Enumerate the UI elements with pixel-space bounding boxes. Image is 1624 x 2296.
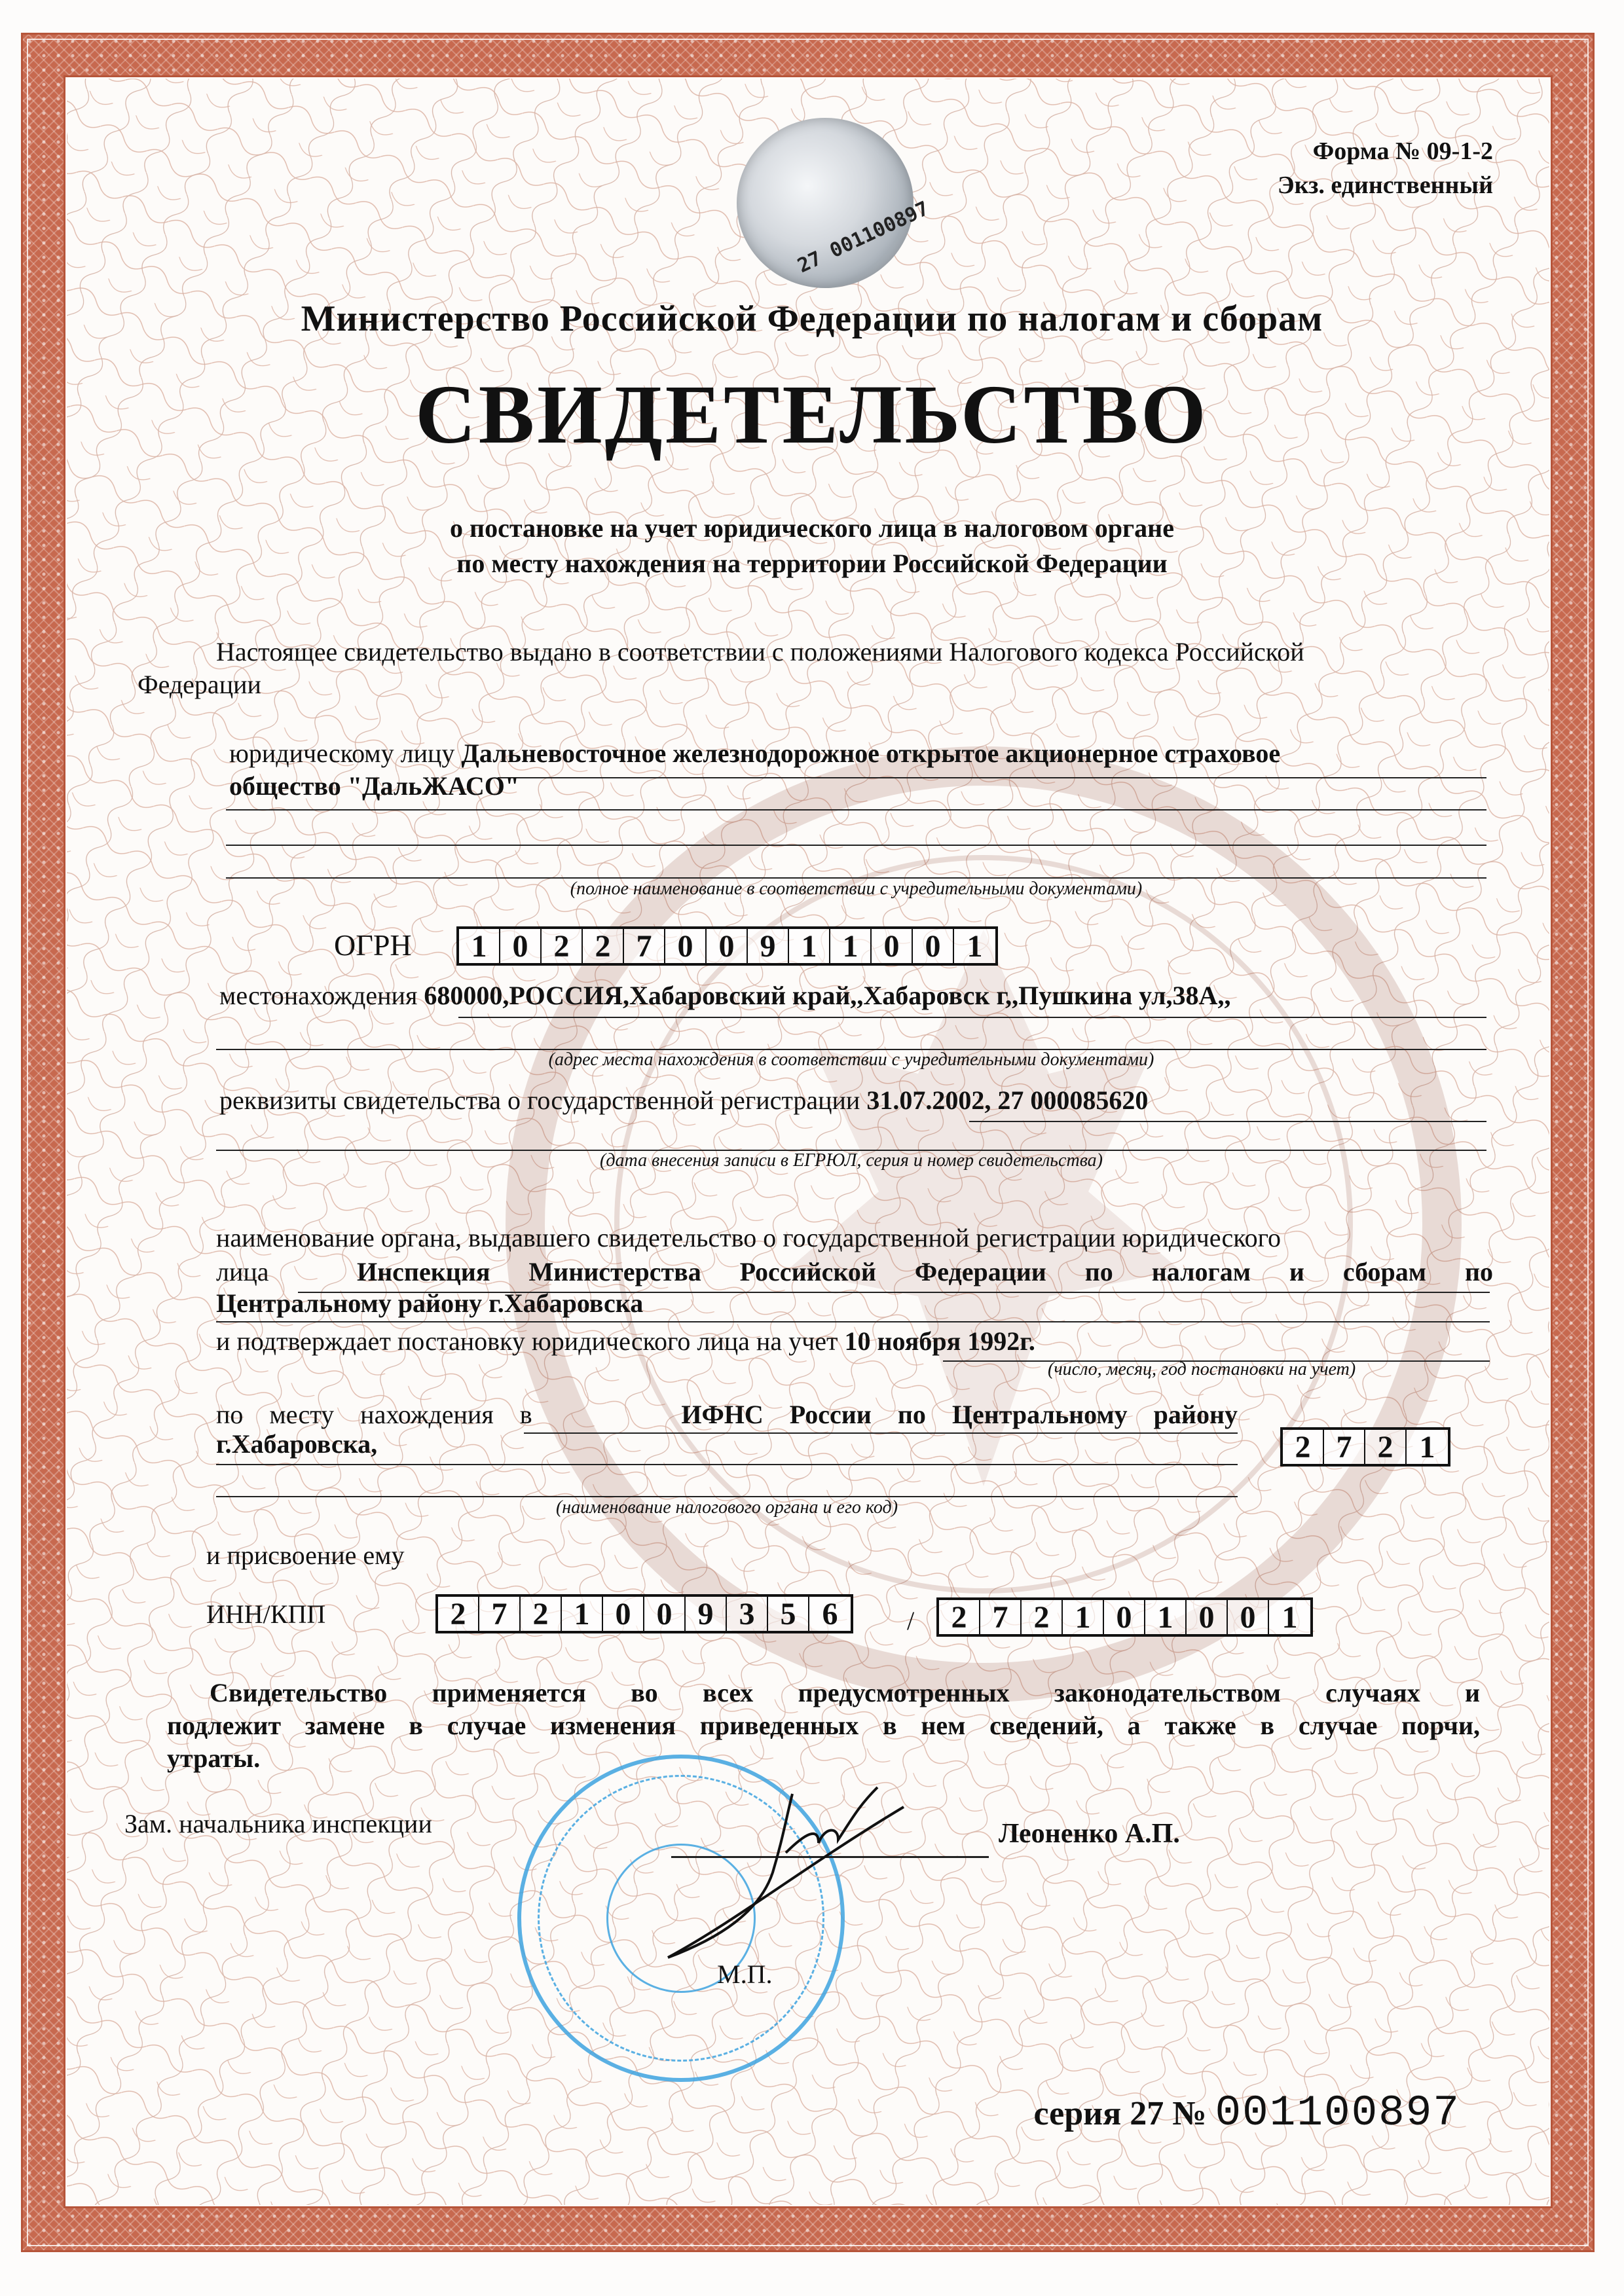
- seal-mark: М.П.: [717, 1959, 773, 1989]
- ministry-name: Министерство Российской Федерации по налогам и сборам: [301, 299, 1323, 339]
- authority-label-line-1: наименование органа, выдавшего свидетельство о государственной регистрации юридического: [216, 1223, 1282, 1252]
- tax-office-value-line-2: г.Хабаровска,: [216, 1429, 378, 1459]
- kpp-digit: 1: [1063, 1600, 1104, 1634]
- reg-date-value: 10 ноября 1992г.: [844, 1326, 1035, 1356]
- ogrn-digit: 0: [707, 929, 748, 963]
- entity-rule-3: [226, 845, 1486, 846]
- tax-office-code: [1280, 1427, 1450, 1467]
- inn-digit: 0: [603, 1597, 644, 1631]
- registration-hint: (дата внесения записи в ЕГРЮЛ, серия и номер свидетельства): [600, 1150, 1103, 1171]
- ogrn-digit: 1: [830, 929, 872, 963]
- document-title: СВИДЕТЕЛЬСТВО: [415, 368, 1209, 461]
- ogrn-digit: 1: [789, 929, 830, 963]
- kpp-digit: 1: [1145, 1600, 1187, 1634]
- tax-office-rule-2: [216, 1464, 1238, 1465]
- kpp-digit: 2: [939, 1600, 980, 1634]
- hologram-serial: 27 001100897: [794, 196, 932, 278]
- signature-icon: [642, 1781, 917, 1971]
- reg-date-field: [216, 1324, 1035, 1358]
- inn-digit: 2: [438, 1597, 479, 1631]
- kpp-digit: 1: [1282, 1600, 1298, 1635]
- subtitle-line-2: по месту нахождения на территории Российской Федерации: [456, 549, 1168, 578]
- reg-date-label: и подтверждает постановку юридического лица на учет: [216, 1326, 838, 1356]
- authority-value-line-1: Инспекция Министерства Российской Федерации по налогам и сборам по: [357, 1257, 1493, 1286]
- certificate-serial: [1033, 2088, 1460, 2138]
- inn-digit: 5: [768, 1597, 809, 1631]
- notice-line-1: Свидетельство применяется во всех предусмотренных законодательством случаях и: [210, 1678, 1480, 1707]
- form-number: Форма № 09-1-2: [1312, 137, 1493, 165]
- ogrn-digits: [456, 926, 998, 966]
- inn-digit: 1: [562, 1597, 603, 1631]
- entity-name-line-1: Дальневосточное железнодорожное открытое акционерное страховое: [461, 738, 1281, 768]
- address-label: местонахождения: [219, 981, 418, 1010]
- ogrn-label: ОГРН: [334, 928, 412, 962]
- form-header: [1278, 134, 1493, 202]
- entity-rule-1: [498, 777, 1486, 778]
- inn-digit: 6: [822, 1597, 838, 1631]
- ogrn-digit: 1: [967, 929, 983, 964]
- tax-office-value-line-1: ИФНС России по Центральному району: [681, 1400, 1238, 1429]
- reg-date-hint: (число, месяц, год постановки на учет): [1048, 1359, 1356, 1379]
- entity-label: юридическому лицу: [229, 738, 455, 768]
- code-digit: 2: [1283, 1430, 1324, 1464]
- ogrn-digit: 0: [913, 929, 954, 963]
- code-digit: 1: [1419, 1430, 1435, 1465]
- entity-hint: (полное наименование в соответствии с учредительными документами): [570, 879, 1143, 899]
- intro-line-1: Настоящее свидетельство выдано в соответствии с положениями Налогового кодекса Российской: [216, 637, 1304, 666]
- registration-field: [219, 1084, 1148, 1118]
- intro-line-2: Федерации: [138, 670, 261, 699]
- kpp-digit: 2: [1022, 1600, 1063, 1634]
- notice-line-2: подлежит замене в случае изменения приведенных в нем сведений, а также в случае порчи,: [167, 1711, 1480, 1740]
- ogrn-digit: 0: [665, 929, 707, 963]
- kpp-digit: 0: [1228, 1600, 1269, 1634]
- ogrn-digit: 0: [500, 929, 542, 963]
- ogrn-digit: 2: [542, 929, 583, 963]
- kpp-digits: [936, 1597, 1313, 1637]
- serial-prefix: серия 27 №: [1033, 2095, 1207, 2132]
- entity-field: [229, 737, 1280, 771]
- subtitle-line-1: о постановке на учет юридического лица в налоговом органе: [450, 513, 1174, 543]
- signatory-position: Зам. начальника инспекции: [124, 1809, 432, 1838]
- copy-note: Экз. единственный: [1277, 172, 1493, 199]
- tax-office-label: по месту нахождения в: [216, 1400, 532, 1429]
- registration-rule-1: [969, 1121, 1486, 1122]
- authority-value-line-2: Центральному району г.Хабаровска: [216, 1288, 644, 1318]
- code-digit: 2: [1365, 1430, 1407, 1464]
- tax-office-hint: (наименование налогового органа и его код): [555, 1497, 898, 1518]
- ogrn-digit: 9: [748, 929, 789, 963]
- registration-value: 31.07.2002, 27 000085620: [866, 1085, 1149, 1115]
- address-field: [219, 979, 1230, 1013]
- serial-number: 001100897: [1215, 2088, 1460, 2138]
- notice-line-3: утраты.: [167, 1743, 261, 1773]
- kpp-digit: 0: [1104, 1600, 1145, 1634]
- ogrn-digit: 0: [872, 929, 913, 963]
- authority-rule-2: [216, 1321, 1490, 1322]
- authority-label-line-2: лица: [216, 1257, 269, 1286]
- kpp-digit: 0: [1187, 1600, 1228, 1634]
- address-rule-1: [458, 1017, 1486, 1018]
- inn-digit: 0: [644, 1597, 686, 1631]
- entity-rule-2: [226, 809, 1486, 811]
- address-hint: (адрес места нахождения в соответствии с учредительными документами): [548, 1049, 1154, 1070]
- inn-kpp-separator: /: [907, 1606, 915, 1635]
- inn-kpp-label: ИНН/КПП: [206, 1599, 326, 1629]
- document-subtitle: [0, 511, 1624, 581]
- ogrn-digit: 1: [459, 929, 500, 963]
- inn-digit: 7: [479, 1597, 521, 1631]
- address-value: 680000,РОССИЯ,Хабаровский край,,Хабаровск г,,Пушкина ул,38А,,: [424, 981, 1231, 1010]
- kpp-digit: 7: [980, 1600, 1022, 1634]
- signatory-name: Леоненко А.П.: [999, 1819, 1180, 1849]
- registration-label: реквизиты свидетельства о государственной регистрации: [219, 1085, 860, 1115]
- code-digit: 7: [1324, 1430, 1365, 1464]
- tax-office-rule-1: [524, 1432, 1238, 1434]
- inn-digit: 2: [521, 1597, 562, 1631]
- ogrn-digit: 2: [583, 929, 624, 963]
- inn-digit: 9: [686, 1597, 727, 1631]
- assignment-label: и присвоение ему: [206, 1540, 405, 1570]
- inn-digit: 3: [727, 1597, 768, 1631]
- inn-digits: [435, 1594, 853, 1633]
- ogrn-digit: 7: [624, 929, 665, 963]
- entity-name-line-2: общество "ДальЖАСО": [229, 771, 520, 801]
